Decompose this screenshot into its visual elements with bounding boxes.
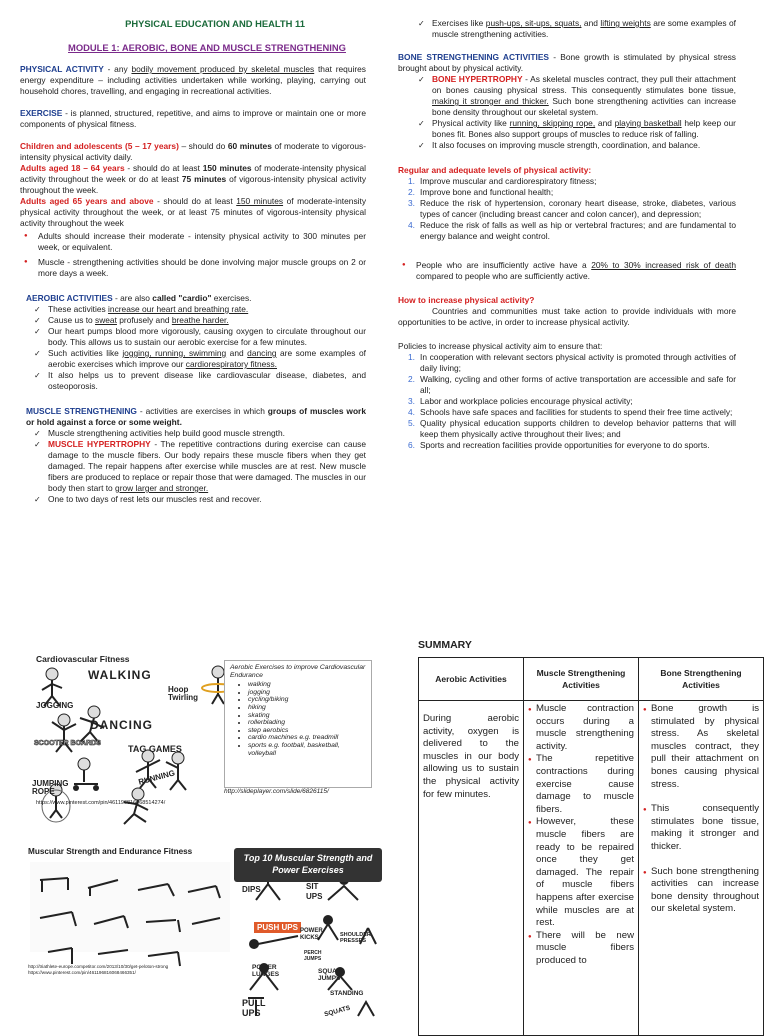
left-column (20, 64, 366, 505)
list-number: 3. (408, 198, 415, 208)
list-item: • cycling/biking (248, 696, 366, 704)
push-ups-label: PUSH UPS (254, 922, 301, 933)
list-item: • skating (248, 712, 366, 720)
aerobic-heading: AEROBIC ACTIVITIES - are also called "cardio" exercises. (26, 293, 252, 303)
list-text: Improve muscular and cardiorespiratory fitness; (420, 176, 597, 186)
list-number: 6. (408, 440, 415, 450)
list-item (398, 220, 736, 242)
summary-muscle-list (528, 703, 634, 967)
jogging-label: JOGGING (36, 701, 74, 710)
list-item: ● However, these muscle fibers are ready to be repaired once they get damaged. The repair of muscle fibers happens after exercise while muscles are at rest. (528, 816, 634, 929)
list-text: Labor and workplace policies encourage physical activity; (420, 396, 633, 406)
how-to-increase-heading: How to increase physical activity? (398, 295, 535, 305)
regular-activity-list (398, 176, 736, 242)
list-item: ✓ One to two days of rest lets our muscles rest and recover. (32, 494, 366, 505)
right-column (398, 18, 736, 451)
list-item: ● This consequently stimulates bone tissue, making it stronger and thicker. (643, 803, 759, 853)
scooter-boards-label: SCOOTER BOARDS (34, 740, 101, 747)
power-lunges-label: POWER LUNGES (252, 964, 280, 978)
perch-jumps-label: PERCH JUMPS (304, 950, 322, 962)
list-number: 2. (408, 187, 415, 197)
list-item: • walking (248, 681, 366, 689)
list-number: 3. (408, 396, 415, 406)
list-item: • hiking (248, 704, 366, 712)
aerobic-exercises-box (224, 660, 372, 788)
list-item: ● Muscle - strengthening activities should be done involving major muscle groups on 2 or more days a week. (20, 257, 366, 279)
list-item (398, 396, 736, 407)
shoulder-presses-label: SHOULDER PRESSES (340, 932, 371, 944)
list-item: • cardio machines e.g. treadmill (248, 734, 366, 742)
policies-intro: Policies to increase physical activity aim to ensure that: (398, 341, 603, 351)
list-item: ✓ MUSCLE HYPERTROPHY - The repetitive contractions during exercise can cause damage to the muscle fibers. Our body repairs these muscle fibers when they get damaged. The repair happens after exercise while muscles are at rest. New muscle fibers are produced to replace or repair those that were damaged. The muscles in our body then start to grow larger and stronger. (32, 439, 366, 494)
list-item: ✓ These activities increase our heart and breathing rate. (32, 304, 366, 315)
exercise-definition: EXERCISE - is planned, structured, repetitive, and aims to improve or maintain one or more components of physical fitness. (20, 108, 366, 129)
list-number: 4. (408, 407, 415, 417)
squats-label: SQUATS (323, 1004, 352, 1019)
list-text: Walking, cycling and other forms of active transportation are accessible and safe for all; (420, 374, 736, 395)
list-item: ● Muscle contraction occurs during a muscle strengthening activity. (528, 703, 634, 753)
list-item (398, 187, 736, 198)
summary-table (418, 657, 764, 1036)
aerobic-box-list (230, 681, 366, 757)
muscular-strength-image (28, 840, 384, 1024)
list-item: ✓ Our heart pumps blood more vigorously, causing oxygen to circulate throughout our body. This allows us to sustain our aerobic exercise for a few minutes. (32, 326, 366, 348)
summary-col-bone: Bone Strengthening Activities (639, 658, 764, 701)
physical-activity-definition: PHYSICAL ACTIVITY - any bodily movement produced by skeletal muscles that requires energy expenditure – including activities undertaken while working, playing, carrying out household chores, travelling, and engaging in recreational activities. (20, 64, 366, 96)
list-item (398, 198, 736, 220)
list-item: • jogging (248, 689, 366, 697)
summary-header-row (419, 658, 764, 701)
list-item: ● Bone growth is stimulated by physical stress. As skeletal muscles contract, they pull their attachment on bones causing physical stress. (643, 703, 759, 791)
standing-label: STANDING (330, 990, 364, 997)
list-item: ✓ Such activities like jogging, running, swimming and dancing are some examples of aerobic exercises which improve our cardiorespiratory fitness. (32, 348, 366, 370)
cardiovascular-fitness-image (28, 652, 384, 840)
muscle-examples-list (398, 18, 736, 40)
summary-bone-list (643, 703, 759, 916)
sit-ups-label: SIT UPS (306, 882, 323, 901)
running-label: RUNNING (137, 768, 176, 787)
list-text: Reduce the risk of hypertension, coronary heart disease, stroke, diabetes, various types of cancer (including breast cancer and colon cancer), and depression; (420, 198, 736, 219)
policies-list (398, 352, 736, 451)
muscle-strengthening-heading: MUSCLE STRENGTHENING - activities are exercises in which groups of muscles work or hold against a force or some weight. (26, 406, 366, 427)
children-guideline: Children and adolescents (5 – 17 years) – should do 60 minutes of moderate to vigorous-intensity physical activity daily. (20, 141, 366, 162)
list-item: • sports e.g. football, basketball, volleyball (248, 742, 366, 757)
hoop-twirling-label: Hoop Twirling (168, 685, 199, 702)
list-text: Improve bone and functional health; (420, 187, 554, 197)
list-item: ● Such bone strengthening activities can increase bone density throughout our skeletal system. (643, 866, 759, 916)
list-item (398, 374, 736, 396)
list-item (398, 176, 736, 187)
list-text: In cooperation with relevant sectors physical activity is promoted through activities of daily living; (420, 352, 736, 373)
dancing-label: DANCING (90, 718, 153, 732)
pull-ups-label: PULL UPS (242, 998, 266, 1018)
adults-guideline: Adults aged 18 – 64 years - should do at least 150 minutes of moderate-intensity physical activity throughout the week or do at least 75 minutes of vigorous-intensity physical activity throughout the week. (20, 163, 367, 195)
summary-col-muscle: Muscle Strengthening Activities (524, 658, 639, 701)
scooter-figure-icon (73, 758, 99, 791)
document-title: PHYSICAL EDUCATION AND HEALTH 11 (125, 18, 305, 29)
cardio-title: Cardiovascular Fitness (36, 654, 130, 664)
summary-col-aerobic: Aerobic Activities (419, 658, 524, 701)
bone-strengthening-heading: BONE STRENGTHENING ACTIVITIES - Bone growth is stimulated by physical stress brought about by physical activity. (398, 52, 736, 73)
list-text: Sports and recreation facilities provide opportunities for everyone to do sports. (420, 440, 710, 450)
summary-body-row (419, 701, 764, 1036)
list-item: ✓ Cause us to sweat profusely and breathe harder. (32, 315, 366, 326)
list-number: 1. (408, 176, 415, 186)
summary-bone-cell (639, 701, 764, 1036)
list-text: Reduce the risk of falls as well as hip or vertebral fractures; and are fundamental to energy balance and weight control. (420, 220, 736, 241)
list-number: 1. (408, 352, 415, 362)
list-item (398, 440, 736, 451)
list-item: ✓ It also focuses on improving muscle strength, coordination, and balance. (416, 140, 736, 151)
list-text: Quality physical education supports children to develop behavior patterns that will keep them physically active throughout their lives; and (420, 418, 736, 439)
jumping-rope-label: JUMPING ROPE (32, 779, 69, 796)
list-item: ✓ It also helps us to prevent disease like cardiovascular disease, diabetes, and osteoporosis. (32, 370, 366, 392)
aerobic-box-title: Aerobic Exercises to improve Cardiovascular Endurance (230, 664, 366, 679)
exercise-figures-icon (30, 862, 230, 966)
older-adults-guideline: Adults aged 65 years and above - should do at least 150 minutes of moderate-intensity physical activity throughout the week, or at least 75 minutes of vigorous-intensity physical activity throughout the week (20, 196, 367, 228)
list-item (398, 407, 736, 418)
list-text: Schools have safe spaces and facilities for students to spend their free time actively; (420, 407, 733, 417)
squat-jumps-label: SQUAT JUMPS (318, 968, 341, 982)
aerobic-list (20, 304, 366, 392)
muscle-image-urls: http://triathlete-europe.competitor.com/2013/10/30/get-peloton-strong https://www.pinterest.com/pin/461196816068466351/ (28, 964, 169, 975)
top10-banner: Top 10 Muscular Strength and Power Exercises (234, 848, 382, 882)
list-item: ✓ BONE HYPERTROPHY - As skeletal muscles contract, they pull their attachment on bones causing physical stress. This consequently stimulates bone tissue, making it stronger and thicker. Such bone strengthening activities can increase bone density throughout our skeletal system. (416, 74, 736, 118)
walking-label: WALKING (88, 668, 152, 682)
summary-heading: SUMMARY (418, 639, 472, 651)
summary-aerobic-cell: During aerobic activity, oxygen is delivered to the muscles in our body allowing us to sustain the physical activity for few minutes. (419, 701, 524, 1036)
insufficient-activity-note (398, 260, 736, 282)
bone-list (398, 74, 736, 151)
list-item (398, 352, 736, 374)
list-item: • step aerobics (248, 727, 366, 735)
list-number: 4. (408, 220, 415, 230)
tag-games-label: TAG GAMES (128, 744, 182, 754)
list-item: ✓ Muscle strengthening activities help build good muscle strength. (32, 428, 366, 439)
cardio-url-2: https://www.pinterest.com/pin/461196816068514274/ (36, 800, 166, 806)
list-number: 2. (408, 374, 415, 384)
list-item: • rollerblading (248, 719, 366, 727)
power-kicks-label: POWER KICKS (300, 928, 323, 941)
muscle-image-title: Muscular Strength and Endurance Fitness (28, 847, 193, 856)
regular-activity-heading: Regular and adequate levels of physical activity: (398, 165, 592, 175)
how-to-increase-text: Countries and communities must take action to provide individuals with more opportunities to be active, in order to increase physical activity. (398, 306, 736, 327)
list-item (398, 418, 736, 440)
module-title: MODULE 1: AEROBIC, BONE AND MUSCLE STRENGTHENING (68, 42, 346, 53)
muscle-list (20, 428, 366, 505)
dips-label: DIPS (242, 885, 261, 894)
list-item: ● People who are insufficiently active have a 20% to 30% increased risk of death compared to people who are sufficiently active. (398, 260, 736, 282)
list-item: ● Adults should increase their moderate - intensity physical activity to 300 minutes per week, or equivalent. (20, 231, 366, 253)
cardio-url-1: http://slideplayer.com/slide/6826115/ (224, 788, 329, 795)
list-item: ● There will be new muscle fibers produced to (528, 930, 634, 968)
list-item: ● The repetitive contractions during exercise cause damage to muscle fibers. (528, 753, 634, 816)
list-number: 5. (408, 418, 415, 428)
summary-muscle-cell (524, 701, 639, 1036)
older-adults-bullets (20, 231, 366, 279)
list-item: ✓ Exercises like push-ups, sit-ups, squats, and lifting weights are some examples of muscle strengthening activities. (416, 18, 736, 40)
list-item: ✓ Physical activity like running, skipping rope, and playing basketball help keep our bones fit. Bones also support groups of muscles to reduce risk of falling. (416, 118, 736, 140)
